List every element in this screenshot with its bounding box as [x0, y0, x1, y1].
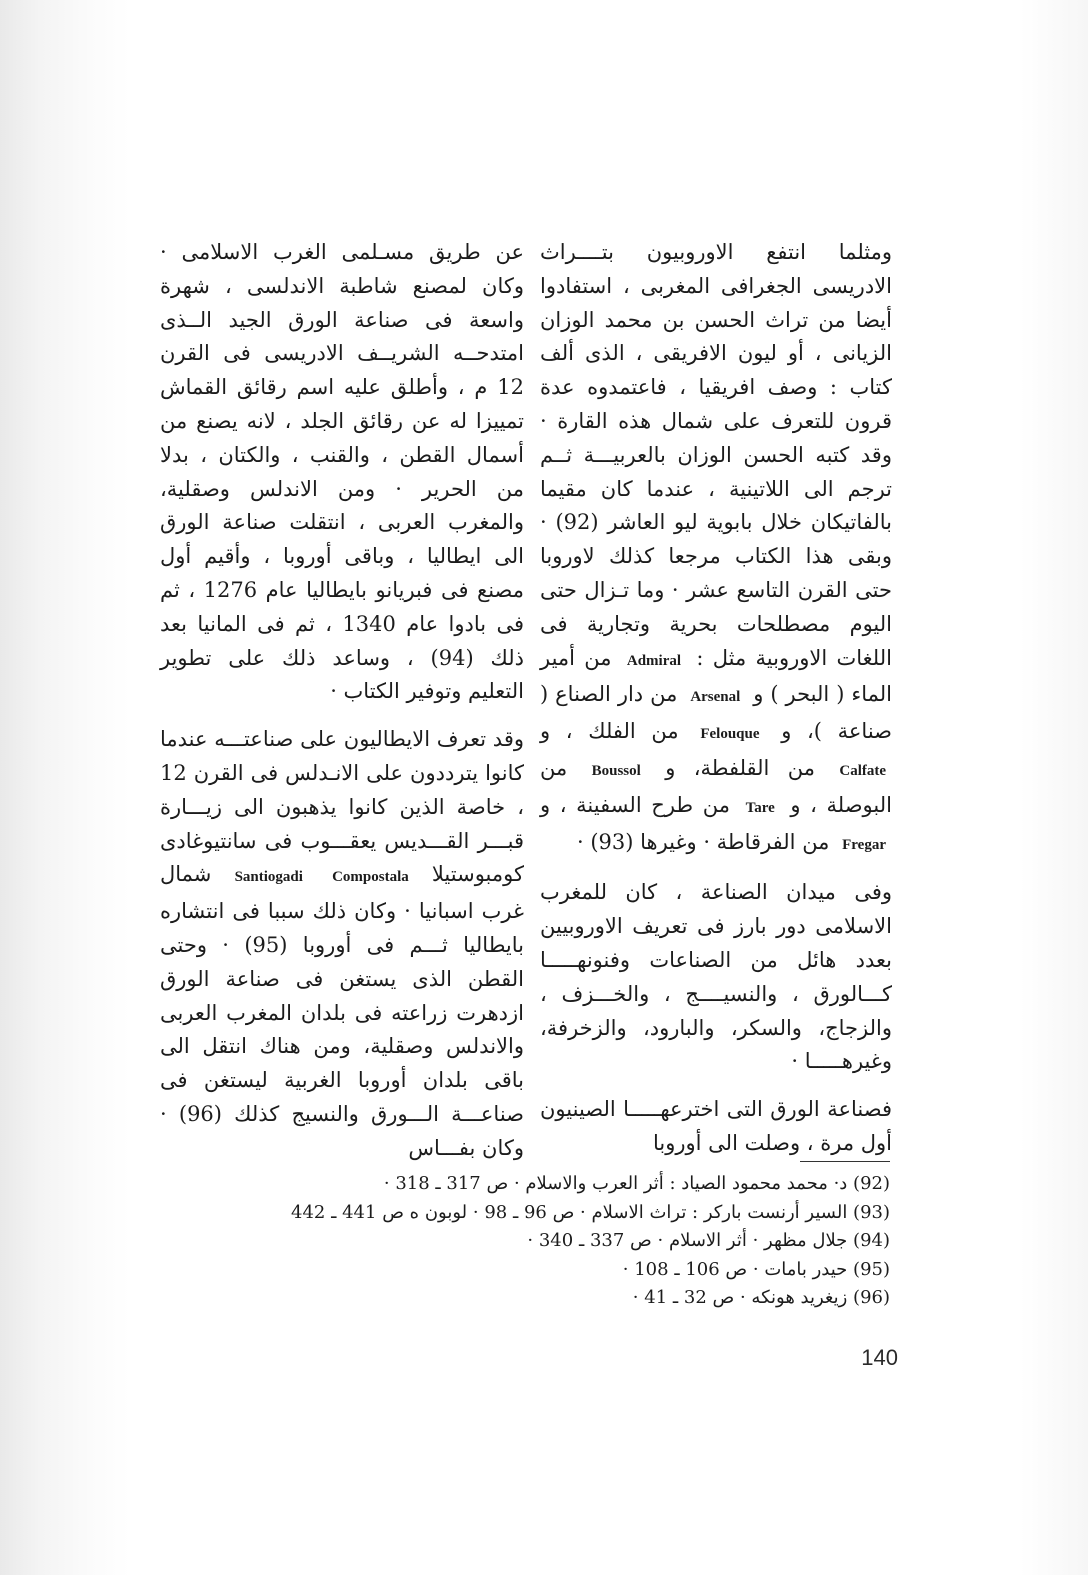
- paragraph-text: من البوصلة ، و: [540, 755, 892, 817]
- paragraph-text: من الفرقاطة · وغيرها (93) ·: [576, 829, 830, 854]
- footnote-92: (92) د· محمد محمود الصياد : أثر العرب والاسلام · ص 317 ـ 318 ·: [383, 1173, 890, 1194]
- right-text-column: [540, 236, 892, 1161]
- latin-term: Santiogadi: [234, 869, 303, 886]
- latin-term: Fregar: [842, 836, 886, 853]
- left-text-column: [160, 236, 524, 1166]
- paragraph: وفى ميدان الصناعة ، كان للمغرب الاسلامى دور بارز فى تعريف الاوروبيين بعدد هائل من الصناعات وفنونهـــــا كـــالورق ، والنسيــــج ، والخـــزف ، والزجاج، والسكر، والبارود، والزخرفة، وغيرهـــــا ·: [540, 880, 892, 1074]
- paragraph-text: ومثلما انتفع الاوروبيون بتــــراث الادريسى الجغرافى المغربى ، استفادوا أيضا من تراث الحسن بن محمد الوزان الزيانى ، أو ليون الافريقى ، الذى ألف كتاب : وصف افريقيا ، فاعتمدوه عدة قرون للتعرف على شمال هذه القارة · وقد كتبه الحسن الوزان بالعربيـــة ثــم ترجم الى اللاتينية ، عندما كان مقيما بالفاتيكان خلال بابوية ليو العاشر (92) · وبقى هذا الكتاب مرجعا كذلك لاوروبا حتى القرن التاسع عشر · وما تـزال حتى اليوم مصطلحات بحرية وتجارية فى اللغات الاوروبية مثل :: [540, 240, 893, 670]
- paragraph: عن طريق مسـلمى الغرب الاسلامى · وكان لمصنع شاطبة الاندلسى ، شهرة واسعة فى صناعة الورق الجيد الــذى امتدحــه الشريــف الادريسى فى القرن 12 م ، وأطلق عليه اسم رقائق القماش تمييزا له عن رقائق الجلد ، لانه يصنع من أسمال القطن ، والقنب ، والكتان ، بدلا من الحرير · ومن الاندلس وصقلية، والمغرب العربى ، انتقلت صناعة الورق الى ايطاليا ، وباقى أوروبا ، وأقيم أول مصنع فى فبريانو بايطاليا عام 1276 ، ثم فى بادوا عام 1340 ، ثم فى المانيا بعد ذلك (94) ، وساعد ذلك على تطوير التعليم وتوفير الكتاب ·: [160, 240, 524, 704]
- footnote-95: (95) حيدر بامات · ص 106 ـ 108 ·: [622, 1258, 890, 1280]
- latin-term: Compostala: [332, 869, 409, 886]
- footnote-96: (96) زيغريد هونكه · ص 32 ـ 41 ·: [632, 1287, 890, 1308]
- paragraph-text: من أمير الماء ( البحر ) و: [540, 645, 892, 707]
- paragraph-text: من دار الصناع ( صناعة )، و: [540, 682, 892, 744]
- latin-term: Calfate: [839, 762, 887, 779]
- footnote-separator: [800, 1161, 890, 1162]
- paragraph-text: من القلفطة، و: [665, 755, 815, 780]
- latin-term: Arsenal: [690, 689, 741, 706]
- paragraph: [540, 236, 892, 862]
- footnote-93: (93) السير أرنست باركر : تراث الاسلام · ص 96 ـ 98 · لوبون ه ص 441 ـ 442: [291, 1201, 890, 1223]
- paragraph-text: من الفلك ، و: [540, 719, 679, 744]
- footnote-94: (94) جلال مظهر · أثر الاسلام · ص 337 ـ 340 ·: [527, 1230, 890, 1251]
- latin-term: Boussol: [591, 762, 641, 779]
- footnotes: [200, 1170, 890, 1313]
- latin-term: Felouque: [700, 726, 760, 743]
- paragraph-text: من طرح السفينة ، و: [540, 792, 730, 817]
- page-number: 140: [861, 1345, 898, 1370]
- paragraph-text: وقد تعرف الايطاليون على صناعتـــه عندما كانوا يترددون على الانـدلس فى القرن 12 ، خاصة الذين كانوا يذهبون الى زيـــارة قبـــر القـــديس يعقـــوب فى سانتيوغادى كومبوستيلا: [160, 727, 524, 887]
- paragraph: [160, 723, 524, 1165]
- latin-term: Tare: [745, 799, 775, 816]
- paragraph: فصناعة الورق التى اخترعهـــــا الصينيون أول مرة ، وصلت الى أوروبا: [540, 1097, 892, 1155]
- latin-term: Admiral: [626, 652, 682, 669]
- paragraph-text: شمال غرب اسبانيا · وكان ذلك سببا فى انتشاره بايطاليا ثـــم فى أوروبا (95) · وحتى القطن الذى يستغن فى صناعة الورق ازدهرت زراعته فى بلدان المغرب العربى والاندلس وصقلية، ومن هناك انتقل الى باقى بلدان أوروبا الغربية ليستغن فى صناعـــة الـــورق والنسيج كذلك (96) · وكان بفـــاس: [160, 862, 525, 1160]
